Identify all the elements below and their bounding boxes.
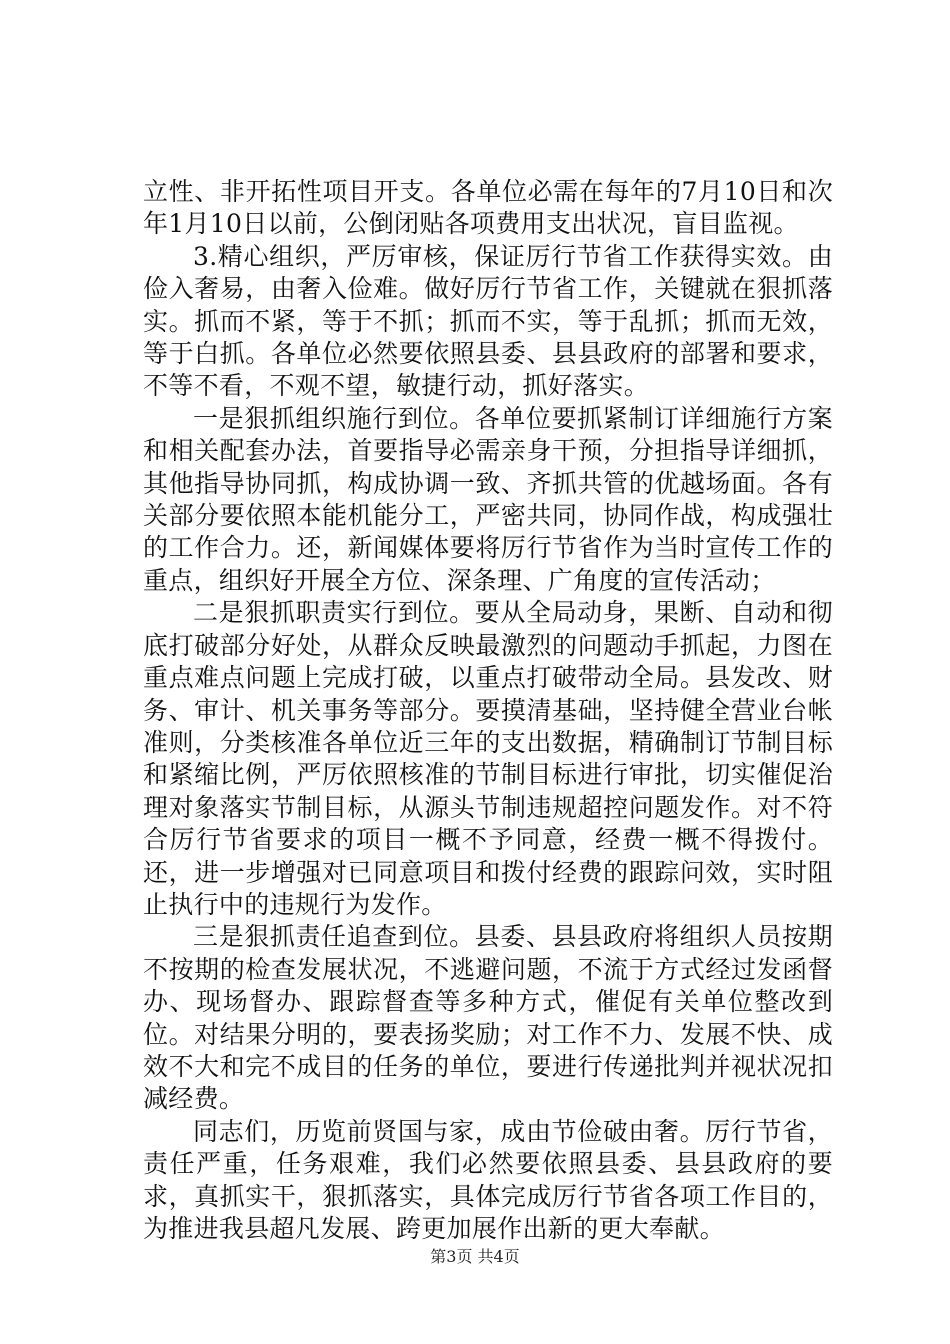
paragraph-closing: 同志们，历览前贤国与家，成由节俭破由奢。厉行节省，责任严重，任务艰难，我们必然要依照县委、县县政府的要求，真抓实干，狠抓落实，具体完成厉行节省各项工作目的，为推进我县超凡发展、跨更加展作出新的更大奉献。 [143, 1116, 833, 1243]
paragraph-point-1: 一是狠抓组织施行到位。各单位要抓紧制订详细施行方案和相关配套办法，首要指导必需亲身干预，分担指导详细抓，其他指导协同抓，构成协调一致、齐抓共管的优越场面。各有关部分要依照本能机能分工，严密共同，协同作战，构成强壮的工作合力。还，新闻媒体要将厉行节省作为当时宣传工作的重点，组织好开展全方位、深条理、广角度的宣传活动； [143, 403, 833, 595]
document-body [143, 176, 833, 1245]
paragraph-point-2: 二是狠抓职责实行到位。要从全局动身，果断、自动和彻底打破部分好处，从群众反映最激烈的问题动手抓起，力图在重点难点问题上完成打破，以重点打破带动全局。县发改、财务、审计、机关事务等部分。要摸清基础，坚持健全营业台帐准则，分类核准各单位近三年的支出数据，精确制订节制目标和紧缩比例，严厉依照核准的节制目标进行审批，切实催促治理对象落实节制目标，从源头节制违规超控问题发作。对不符合厉行节省要求的项目一概不予同意，经费一概不得拨付。还，进一步增强对已同意项目和拨付经费的跟踪问效，实时阻止执行中的违规行为发作。 [143, 598, 833, 919]
page-number-footer: 第3页 共4页 [430, 1247, 520, 1266]
paragraph-continued: 立性、非开拓性项目开支。各单位必需在每年的7月10日和次年1月10日以前，公倒闭贴各项费用支出状况，盲目监视。 [143, 177, 833, 239]
paragraph-section-3: 3.精心组织，严厉审核，保证厉行节省工作获得实效。由俭入奢易，由奢入俭难。做好厉行节省工作，关键就在狠抓落实。抓而不紧，等于不抓；抓而不实，等于乱抓；抓而无效，等于白抓。各单位必然要依照县委、县县政府的部署和要求，不等不看，不观不望，敏捷行动，抓好落实。 [143, 241, 833, 401]
paragraph-point-3: 三是狠抓责任追查到位。县委、县县政府将组织人员按期不按期的检查发展状况，不逃避问题，不流于方式经过发函督办、现场督办、跟踪督查等多种方式，催促有关单位整改到位。对结果分明的，要表扬奖励；对工作不力、发展不快、成效不大和完不成目的任务的单位，要进行传递批判并视状况扣减经费。 [143, 922, 833, 1114]
